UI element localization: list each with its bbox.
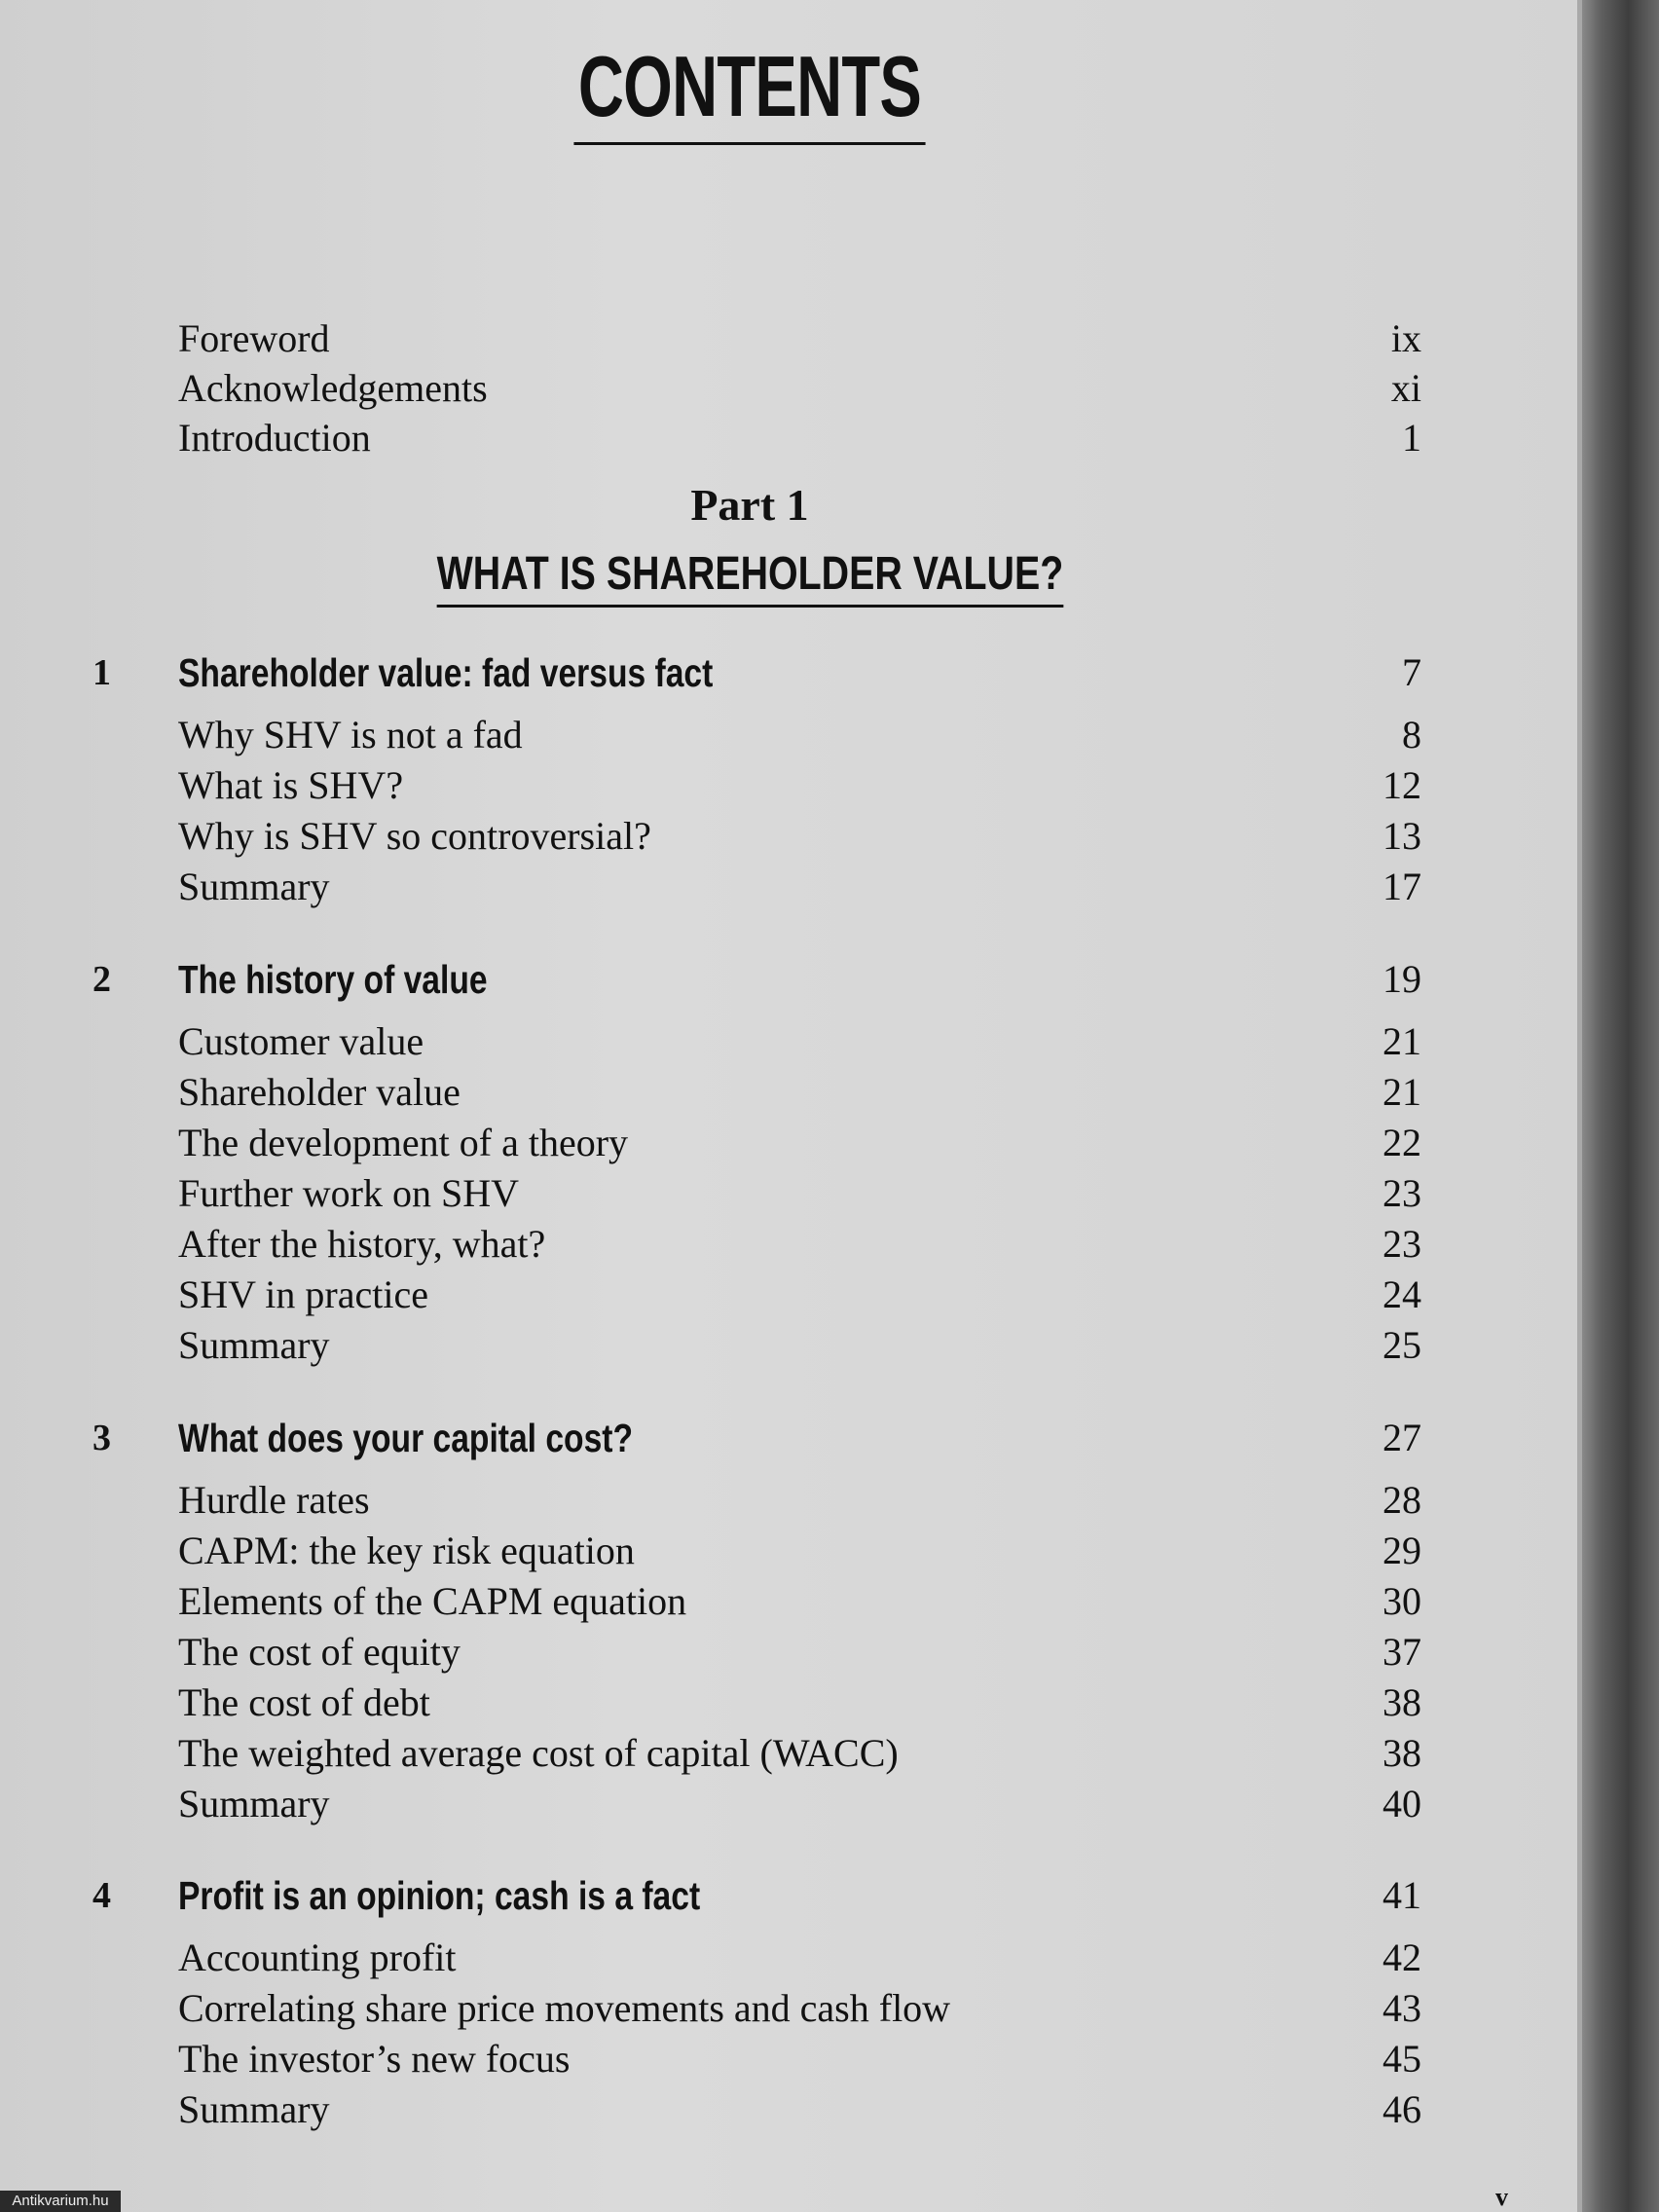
- section-page: 43: [1382, 1986, 1421, 2030]
- entry-page: xi: [1390, 366, 1421, 410]
- entry-page: 1: [1402, 416, 1421, 460]
- section-label: Summary: [178, 2087, 330, 2131]
- chapter-page: 7: [1402, 650, 1421, 694]
- chapter-number: 2: [92, 959, 111, 1000]
- chapter-page: 41: [1382, 1873, 1421, 1917]
- entry-label: Acknowledgements: [178, 366, 488, 410]
- entry-page: ix: [1390, 316, 1421, 360]
- toc-section: [0, 811, 1421, 862]
- section-label: Why SHV is not a fad: [178, 713, 523, 756]
- contents-heading: CONTENTS: [0, 37, 1499, 145]
- toc-section: [0, 760, 1421, 811]
- section-label: Elements of the CAPM equation: [178, 1579, 687, 1623]
- section-page: 30: [1382, 1579, 1421, 1623]
- toc-section: [0, 1576, 1421, 1627]
- section-label: SHV in practice: [178, 1272, 428, 1316]
- toc-section: [0, 1933, 1421, 1983]
- section-page: 22: [1382, 1121, 1421, 1164]
- toc-section: [0, 1526, 1421, 1576]
- page-folio: v: [1495, 2183, 1508, 2211]
- section-label: Accounting profit: [178, 1936, 457, 1979]
- toc-section: [0, 1270, 1421, 1320]
- section-page: 21: [1382, 1019, 1421, 1063]
- toc-section: [0, 1118, 1421, 1168]
- toc-entry-foreword: [0, 313, 1421, 364]
- chapter-4-heading: [0, 1870, 1421, 1921]
- chapter-2-heading: [0, 954, 1421, 1005]
- section-page: 21: [1382, 1070, 1421, 1114]
- section-page: 46: [1382, 2087, 1421, 2131]
- section-label: Correlating share price movements and cash flow: [178, 1986, 951, 2030]
- section-page: 8: [1402, 713, 1421, 756]
- section-page: 24: [1382, 1272, 1421, 1316]
- toc-section: [0, 1219, 1421, 1270]
- section-label: Summary: [178, 1782, 330, 1825]
- toc-section: [0, 710, 1421, 760]
- section-page: 37: [1382, 1630, 1421, 1674]
- section-page: 40: [1382, 1782, 1421, 1825]
- chapter-title: The history of value: [178, 957, 488, 1002]
- section-label: After the history, what?: [178, 1222, 546, 1266]
- toc-section: [0, 1168, 1421, 1219]
- section-page: 29: [1382, 1529, 1421, 1572]
- section-label: Summary: [178, 1323, 330, 1367]
- section-label: Shareholder value: [178, 1070, 461, 1114]
- toc-section: [0, 1983, 1421, 2034]
- section-page: 38: [1382, 1680, 1421, 1724]
- section-label: Hurdle rates: [178, 1478, 370, 1522]
- section-label: The cost of equity: [178, 1630, 461, 1674]
- toc-section: [0, 1067, 1421, 1118]
- section-page: 23: [1382, 1222, 1421, 1266]
- chapter-title: Profit is an opinion; cash is a fact: [178, 1873, 701, 1918]
- chapter-title: Shareholder value: fad versus fact: [178, 650, 714, 695]
- section-label: The cost of debt: [178, 1680, 430, 1724]
- entry-label: Foreword: [178, 316, 330, 360]
- chapter-page: 27: [1382, 1416, 1421, 1459]
- part-title: WHAT IS SHAREHOLDER VALUE?: [0, 547, 1499, 608]
- section-label: CAPM: the key risk equation: [178, 1529, 635, 1572]
- toc-section: [0, 1627, 1421, 1677]
- toc-section: [0, 1016, 1421, 1067]
- section-label: Summary: [178, 865, 330, 908]
- toc-entry-introduction: [0, 413, 1421, 463]
- toc-section: [0, 1475, 1421, 1526]
- section-page: 17: [1382, 865, 1421, 908]
- chapter-number: 3: [92, 1418, 111, 1458]
- toc-entry-acknowledgements: [0, 363, 1421, 414]
- book-spine: [1582, 0, 1659, 2212]
- section-page: 28: [1382, 1478, 1421, 1522]
- toc-section: [0, 1677, 1421, 1728]
- chapter-title: What does your capital cost?: [178, 1416, 634, 1460]
- chapter-3-heading: [0, 1413, 1421, 1463]
- chapter-number: 1: [92, 652, 111, 693]
- section-label: The investor’s new focus: [178, 2037, 571, 2081]
- section-label: Customer value: [178, 1019, 424, 1063]
- watermark: Antikvarium.hu: [0, 2191, 121, 2212]
- section-page: 25: [1382, 1323, 1421, 1367]
- entry-label: Introduction: [178, 416, 371, 460]
- section-page: 38: [1382, 1731, 1421, 1775]
- toc-section: [0, 2034, 1421, 2084]
- toc-section: [0, 1728, 1421, 1779]
- section-page: 42: [1382, 1936, 1421, 1979]
- chapter-page: 19: [1382, 957, 1421, 1001]
- section-label: The development of a theory: [178, 1121, 629, 1164]
- section-label: Further work on SHV: [178, 1171, 519, 1215]
- section-label: Why is SHV so controversial?: [178, 814, 651, 858]
- toc-section: [0, 1320, 1421, 1371]
- toc-section: [0, 862, 1421, 912]
- section-page: 23: [1382, 1171, 1421, 1215]
- section-label: What is SHV?: [178, 763, 404, 807]
- section-page: 12: [1382, 763, 1421, 807]
- toc-section: [0, 2084, 1421, 2135]
- chapter-1-heading: [0, 647, 1421, 698]
- section-page: 45: [1382, 2037, 1421, 2081]
- chapter-number: 4: [92, 1875, 111, 1916]
- section-page: 13: [1382, 814, 1421, 858]
- section-label: The weighted average cost of capital (WACC): [178, 1731, 899, 1775]
- part-number: Part 1: [690, 480, 809, 530]
- toc-section: [0, 1779, 1421, 1829]
